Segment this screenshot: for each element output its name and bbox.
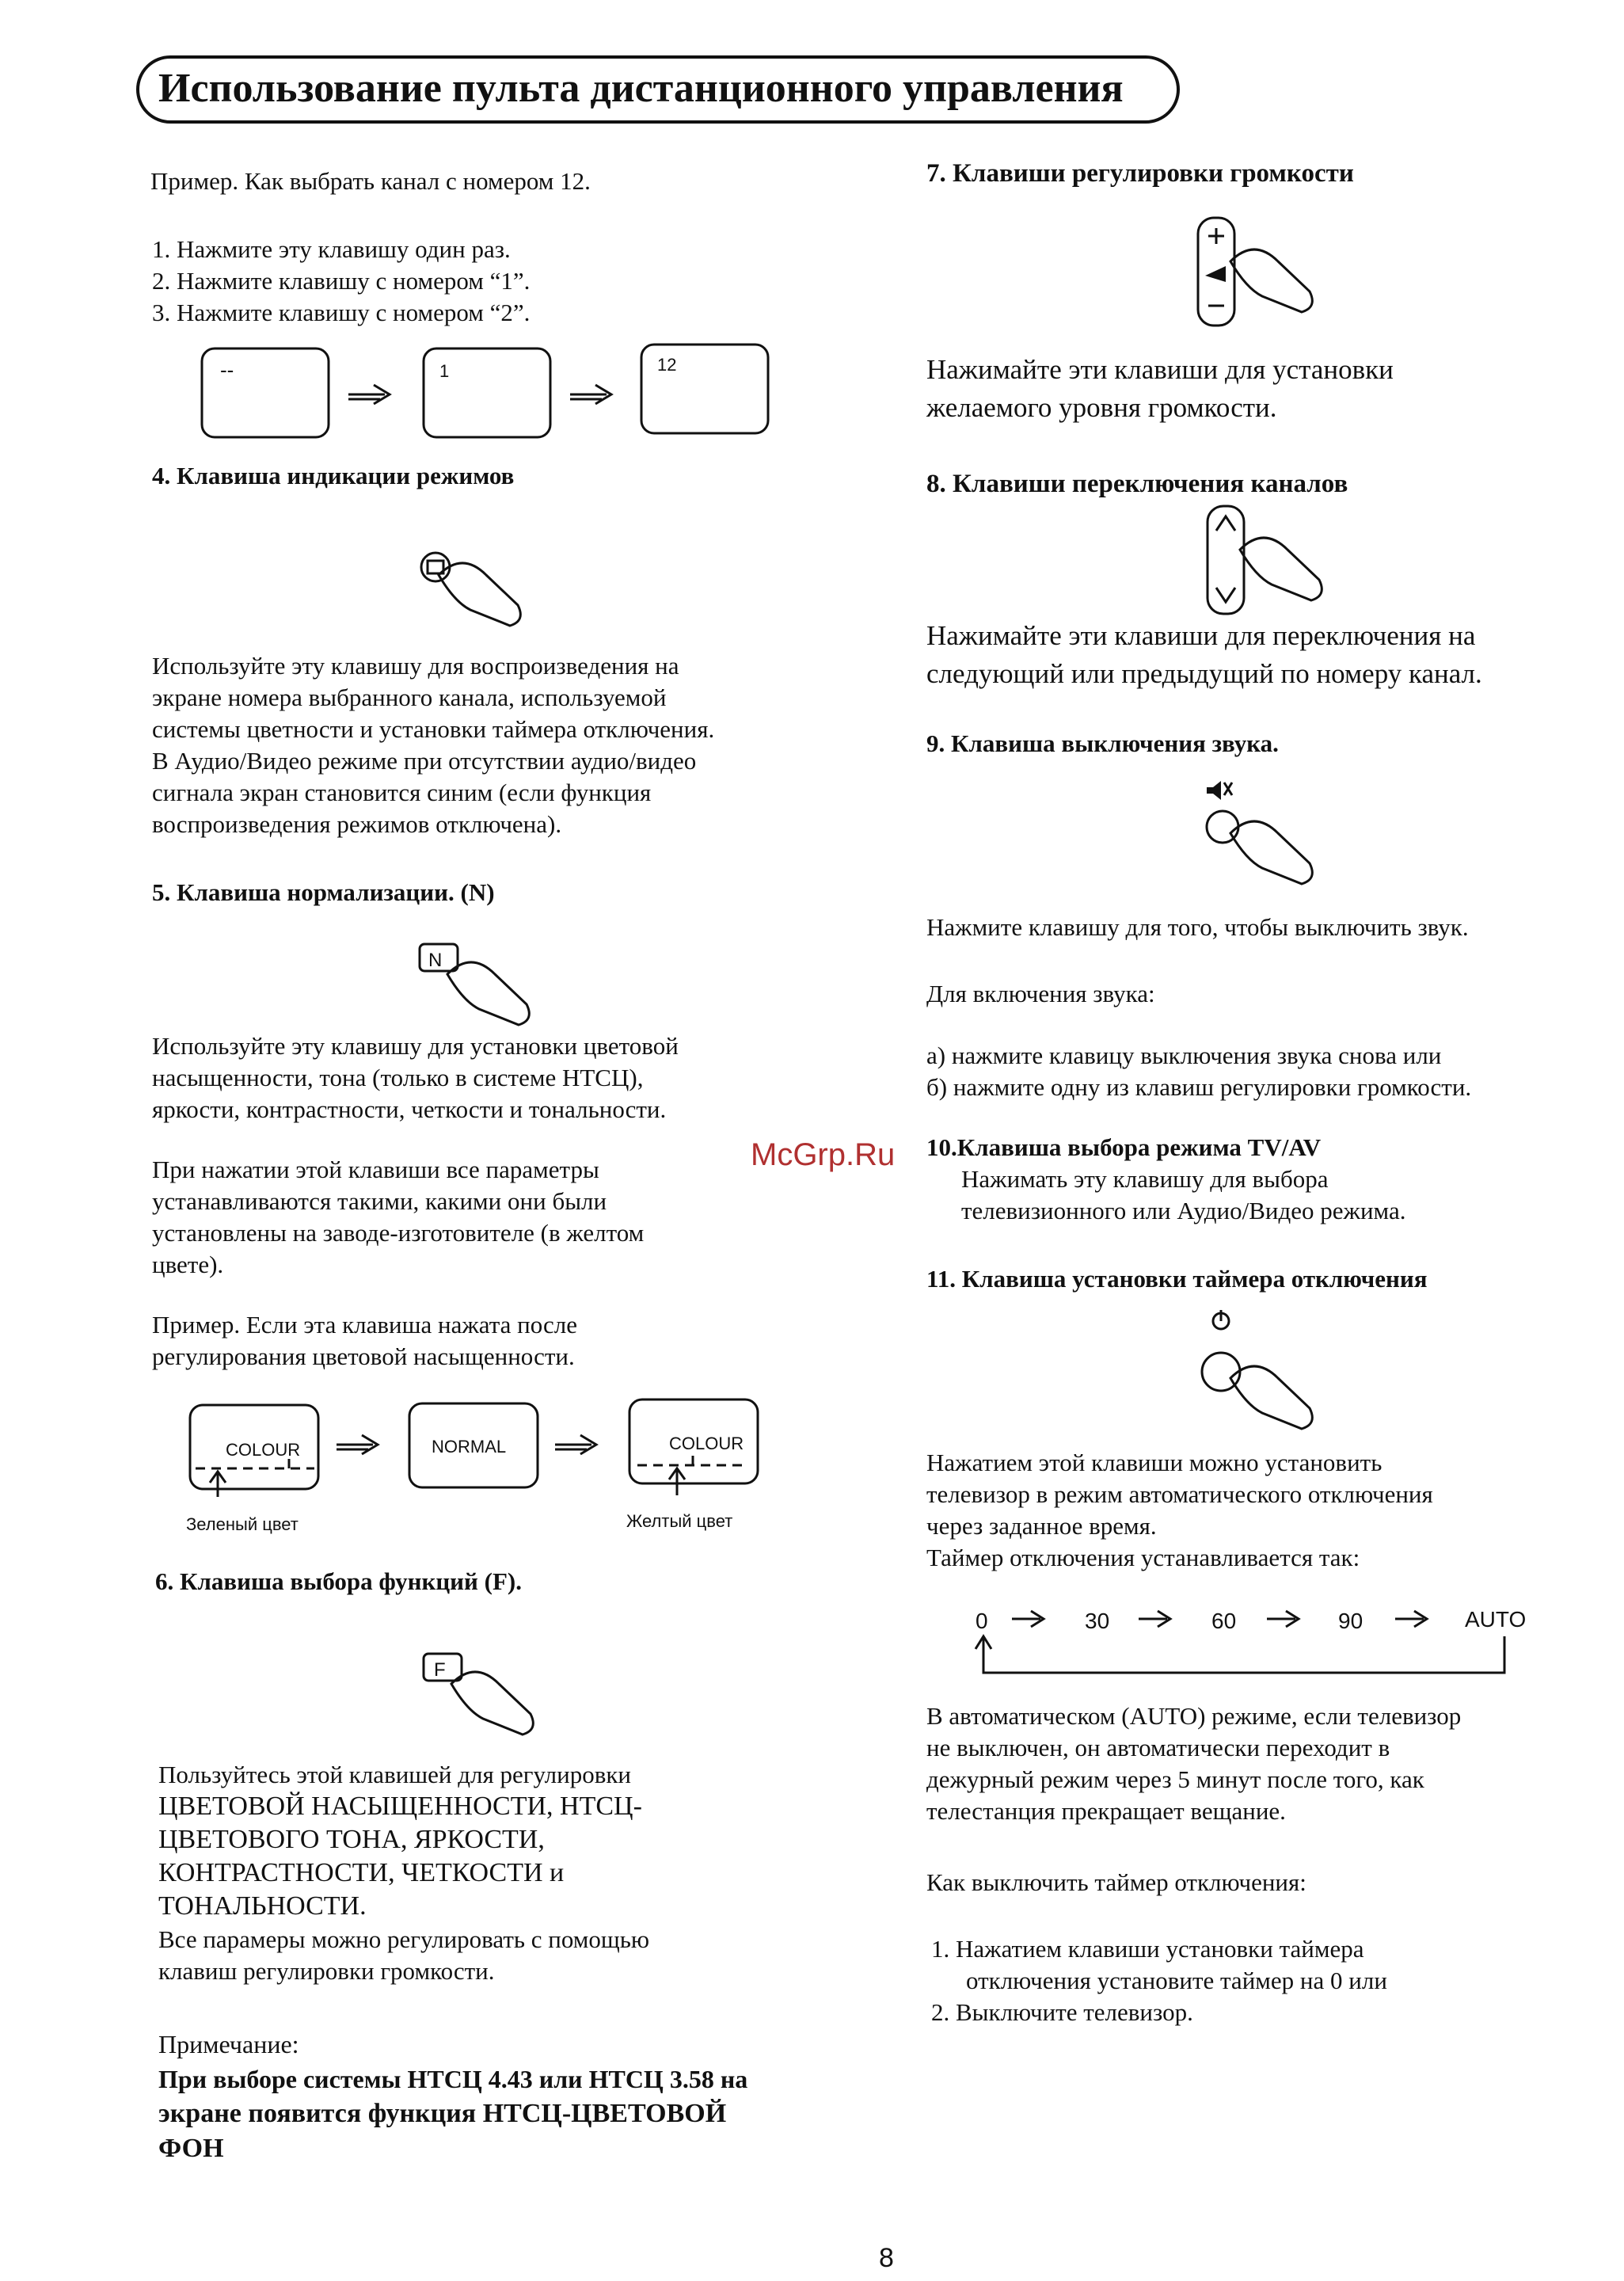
normal-label: NORMAL [432,1437,507,1457]
s5-line-4: При нажатии этой клавиши все параметры [152,1156,599,1183]
s8-heading: 8. Клавиши переключения каналов [926,470,1348,498]
page-title: Использование пульта дистанционного управления [158,66,1124,111]
s8-line-2: следующий или предыдущий по номеру канал. [926,658,1482,689]
f-key-label: F [434,1659,446,1681]
green-label: Зеленый цвет [186,1514,299,1534]
s4-line-3: системы цветности и установки таймера отключения. [152,715,715,743]
s11-line-3: через заданное время. [926,1512,1157,1540]
colour-label-2: COLOUR [669,1434,744,1453]
note-line-3: ФОН [158,2134,224,2163]
colour-label-1: COLOUR [226,1440,301,1460]
channel-keys-icon [1204,502,1362,621]
off-step-1: 1. Нажатием клавиши установки таймера [931,1935,1364,1963]
timer-60: 60 [1211,1609,1237,1633]
step-3: 3. Нажмите клавишу с номером “2”. [152,299,531,326]
s9-line: Нажмите клавишу для того, чтобы выключить звук. [926,913,1469,941]
s9-opt-a: а) нажмите клавицу выключения звука снова или [926,1041,1442,1069]
mute-key-icon [1199,778,1357,897]
off-heading: Как выключить таймер отключения: [926,1868,1306,1896]
s9-opt-b: б) нажмите одну из клавиш регулировки громкости. [926,1073,1472,1101]
off-step-2: 2. Выключите телевизор. [931,1998,1193,2026]
volume-keys-icon [1194,214,1352,333]
watermark: McGrp.Ru [751,1137,896,1172]
screen-3-text: 12 [657,355,677,375]
s5-line-8: Пример. Если эта клавиша нажата после [152,1311,578,1339]
s6-line-6: Все парамеры можно регулировать с помощью [158,1925,650,1953]
s6-heading: 6. Клавиша выбора функций (F). [155,1567,522,1595]
s9-on: Для включения звука: [926,980,1155,1007]
normalize-example-figure [186,1396,772,1538]
sleep-timer-key-icon [1197,1307,1356,1434]
timer-0: 0 [976,1609,988,1633]
timer-sequence-figure [958,1597,1560,1692]
s6-line-1: Пользуйтесь этой клавишей для регулировки [158,1761,631,1788]
s11-line-2: телевизор в режим автоматического отключения [926,1480,1433,1508]
function-key-icon [420,1644,562,1739]
s5-line-2: насыщенности, тона (только в системе НТСЦ), [152,1064,644,1091]
note-line-1: При выборе системы НТСЦ 4.43 или НТСЦ 3.58 на [158,2065,748,2093]
n-key-label: N [428,950,443,971]
s5-line-3: яркости, контрастности, четкости и тональности. [152,1095,667,1123]
s6-line-5: ТОНАЛЬНОСТИ. [158,1891,367,1921]
s6-line-3: ЦВЕТОВОГО ТОНА, ЯРКОСТИ, [158,1825,545,1854]
s4-heading: 4. Клавиша индикации режимов [152,462,515,489]
page-number: 8 [879,2243,894,2273]
s5-line-9: регулирования цветовой насыщенности. [152,1342,575,1370]
s10-heading: 10.Клавиша выбора режима TV/AV [926,1133,1322,1161]
auto-line-3: дежурный режим через 5 минут после того, как [926,1765,1424,1793]
s10-line-2: телевизионного или Аудио/Видео режима. [961,1197,1406,1224]
display-key-icon [412,539,538,634]
timer-90: 90 [1338,1609,1363,1633]
s9-heading: 9. Клавиша выключения звука. [926,729,1279,757]
s5-heading: 5. Клавиша нормализации. (N) [152,878,495,906]
s5-line-1: Используйте эту клавишу для установки цветовой [152,1032,679,1060]
s4-line-5: сигнала экран становится синим (если функция [152,779,652,806]
screen-1-text: -- [220,358,234,382]
note-line-2: экране появится функция НТСЦ-ЦВЕТОВОЙ [158,2099,727,2128]
s7-line-2: желаемого уровня громкости. [926,392,1277,423]
s5-line-7: цвете). [152,1251,224,1278]
auto-line-2: не выключен, он автоматически переходит в [926,1734,1390,1761]
yellow-label: Желтый цвет [626,1511,733,1531]
s10-line-1: Нажимать эту клавишу для выбора [961,1165,1329,1193]
step-1: 1. Нажмите эту клавишу один раз. [152,235,511,263]
timer-auto: AUTO [1465,1607,1527,1632]
note-heading: Примечание: [158,2030,299,2058]
s11-line-4: Таймер отключения устанавливается так: [926,1544,1360,1571]
s7-line-1: Нажимайте эти клавиши для установки [926,354,1394,385]
s5-line-6: установлены на заводе-изготовителе (в желтом [152,1219,645,1247]
screen-2-text: 1 [439,361,450,381]
auto-line-4: телестанция прекращает вещание. [926,1797,1286,1825]
normalize-key-icon [416,935,558,1030]
s11-line-1: Нажатием этой клавиши можно установить [926,1449,1382,1476]
off-step-1b: отключения установите таймер на 0 или [966,1967,1387,1994]
timer-30: 30 [1085,1609,1110,1633]
s4-line-2: экране номера выбранного канала, используемой [152,684,667,711]
s4-line-6: воспроизведения режимов отключена). [152,810,562,838]
s4-line-4: В Аудио/Видео режиме при отсутствии аудио/видео [152,747,697,775]
channel-screens-figure [198,341,784,444]
s5-line-5: устанавливаются такими, какими они были [152,1187,607,1215]
example-text: Пример. Как выбрать канал с номером 12. [150,167,591,195]
s4-line-1: Используйте эту клавишу для воспроизведения на [152,652,679,680]
step-2: 2. Нажмите клавишу с номером “1”. [152,267,531,295]
s7-heading: 7. Клавиши регулировки громкости [926,159,1354,188]
s6-line-2: ЦВЕТОВОЙ НАСЫЩЕННОСТИ, НТСЦ- [158,1792,642,1821]
s6-line-4: КОНТРАСТНОСТИ, ЧЕТКОСТИ и [158,1858,565,1887]
s6-line-7: клавиш регулировки громкости. [158,1957,495,1985]
s11-heading: 11. Клавиша установки таймера отключения [926,1265,1428,1293]
auto-line-1: В автоматическом (AUTO) режиме, если телевизор [926,1702,1462,1730]
s8-line-1: Нажимайте эти клавиши для переключения на [926,620,1476,651]
